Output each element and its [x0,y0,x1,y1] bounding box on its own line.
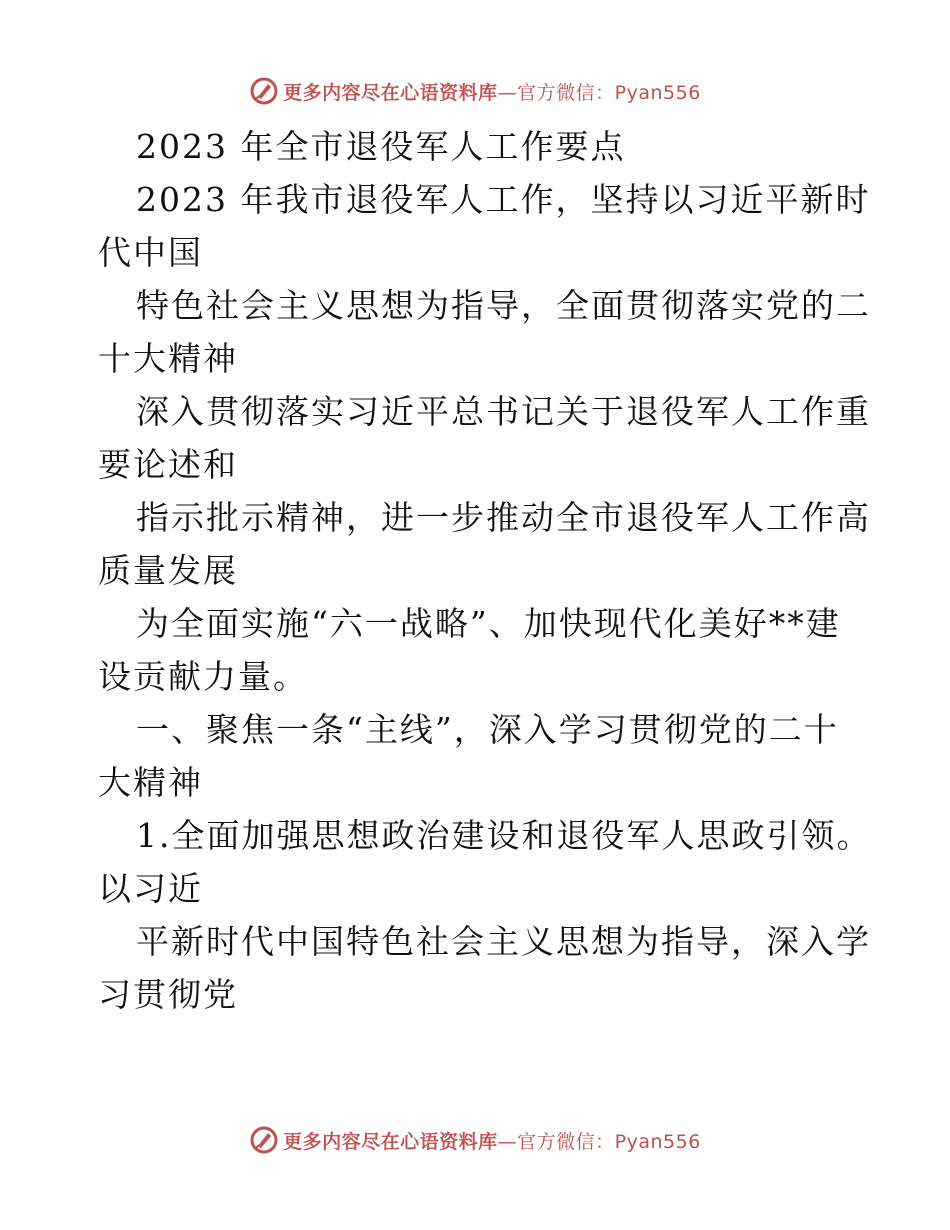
pen-logo-icon [249,1125,279,1155]
pen-logo-icon [249,76,279,106]
header-banner-text [283,78,701,105]
footer-banner [0,1120,950,1160]
document-line: 深入贯彻落实习近平总书记关于退役军人工作重 [136,392,871,431]
document-line: 质量发展 [98,551,238,590]
document-line: 特色社会主义思想为指导，全面贯彻落实党的二 [136,286,871,325]
document-line: 十大精神 [98,339,238,378]
document-line: 指示批示精神，进一步推动全市退役军人工作高 [136,498,871,537]
document-line: 代中国 [98,233,203,272]
footer-banner-separator: — [497,1130,518,1153]
document-body [98,120,872,1021]
document-line: 大精神 [98,763,203,802]
header-banner [0,71,950,111]
header-banner-separator: — [497,81,518,104]
document-line: 要论述和 [98,445,238,484]
footer-banner-title: 更多内容尽在心语资料库 [283,1130,498,1153]
document-line: 1.全面加强思想政治建设和退役军人思政引领。 [136,816,872,855]
document-line: 2023 年全市退役军人工作要点 [136,127,626,166]
document-line: 以习近 [98,869,203,908]
document-line: 2023 年我市退役军人工作，坚持以习近平新时 [136,180,871,219]
document-line: 习贯彻党 [98,975,238,1014]
header-banner-title: 更多内容尽在心语资料库 [283,81,498,104]
document-line: 一、聚焦一条“主线”，深入学习贯彻党的二十 [136,710,839,749]
document-line: 为全面实施“六一战略”、加快现代化美好**建 [136,604,841,643]
footer-banner-text [283,1127,701,1154]
document-line: 平新时代中国特色社会主义思想为指导，深入学 [136,922,871,961]
footer-banner-wechat: 官方微信：Pyan556 [517,1130,701,1153]
document-line: 设贡献力量。 [98,657,308,696]
header-banner-wechat: 官方微信：Pyan556 [517,81,701,104]
